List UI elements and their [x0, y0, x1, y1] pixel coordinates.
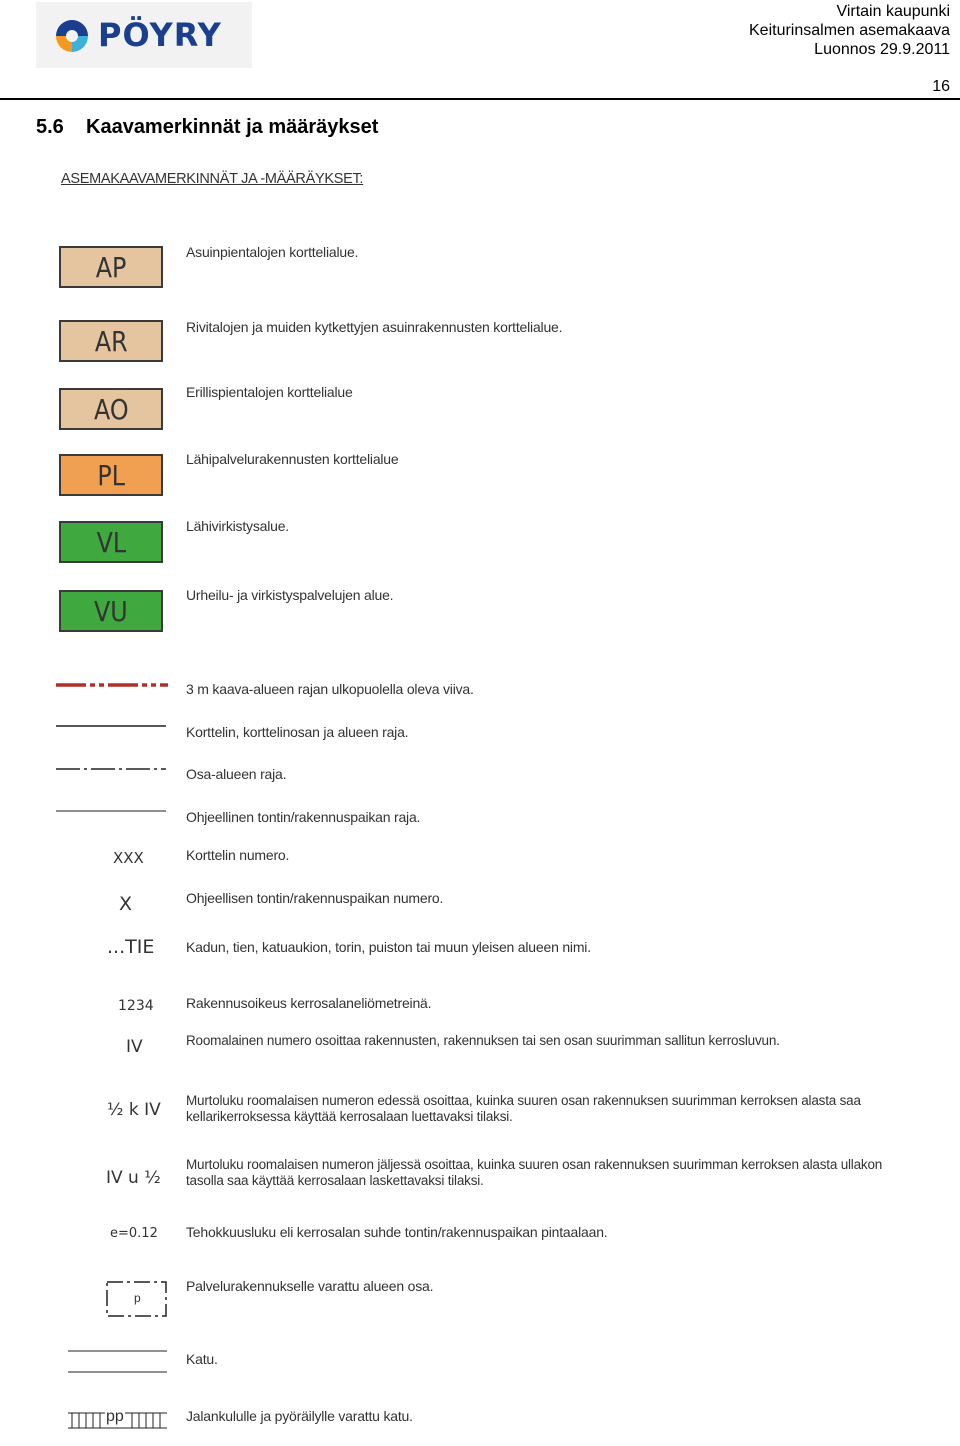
block-number-symbol: XXX: [113, 849, 144, 867]
thin-boundary-line: [56, 807, 168, 815]
service-area-letter: p: [134, 1291, 141, 1305]
zone-description: Asuinpientalojen korttelialue.: [186, 244, 359, 260]
poyry-swirl-icon: [52, 16, 92, 56]
storey-count-symbol: IV: [126, 1037, 143, 1057]
zone-box-ao: [59, 388, 163, 430]
header-draft-date: Luonnos 29.9.2011: [814, 41, 950, 58]
section-number: 5.6: [36, 116, 64, 138]
zone-code: PL: [97, 458, 125, 492]
efficiency-ratio-symbol: e=0.12: [110, 1226, 158, 1241]
line-description: 3 m kaava-alueen rajan ulkopuolella oleva viiva.: [186, 681, 474, 697]
zone-code: VL: [96, 525, 126, 559]
symbol-description: Tehokkuusluku eli kerrosalan suhde tontin/rakennuspaikan pintaalaan.: [186, 1224, 608, 1240]
symbol-description: Korttelin numero.: [186, 847, 290, 863]
zone-description: Erillispientalojen korttelialue: [186, 384, 353, 400]
zone-box-ap: [59, 246, 163, 288]
basement-fraction-symbol: ½ k IV: [107, 1100, 161, 1120]
symbol-description: Katu.: [186, 1351, 218, 1367]
street-name-symbol: ...TIE: [107, 936, 155, 958]
symbol-description: Jalankululle ja pyöräilylle varattu katu.: [186, 1408, 413, 1424]
section-heading: Kaavamerkinnät ja määräykset: [86, 116, 379, 138]
service-area-symbol: [106, 1281, 167, 1317]
solid-boundary-line: [56, 722, 168, 730]
legend-heading: ASEMAKAAVAMERKINNÄT JA -MÄÄRÄYKSET:: [61, 171, 364, 187]
zone-code: AP: [95, 250, 127, 284]
floor-area-symbol: 1234: [118, 998, 154, 1014]
plot-number-symbol: X: [119, 893, 133, 915]
header-municipality: Virtain kaupunki: [836, 3, 950, 20]
line-description: Osa-alueen raja.: [186, 766, 287, 782]
zone-description: Rivitalojen ja muiden kytkettyjen asuinrakennusten korttelialue.: [186, 319, 563, 335]
line-description: Korttelin, korttelinosan ja alueen raja.: [186, 724, 409, 740]
symbol-description: Murtoluku roomalaisen numeron jäljessä osoittaa, kuinka suuren osan rakennuksen suurimman kerroksen alasta ullakon tasolla saa käyttää kerrosalaan laskettavaksi tilaksi.: [186, 1157, 883, 1188]
line-description: Ohjeellinen tontin/rakennuspaikan raja.: [186, 809, 421, 825]
zone-description: Lähivirkistysalue.: [186, 518, 289, 534]
zone-box-vu: [59, 590, 163, 632]
symbol-description: Roomalainen numero osoittaa rakennusten, rakennuksen tai sen osan suurimman sallitun kerrosluvun.: [186, 1033, 780, 1048]
zone-code: AR: [94, 324, 128, 358]
pedestrian-street-letters: pp: [106, 1408, 124, 1425]
attic-fraction-symbol: IV u ½: [106, 1168, 161, 1188]
symbol-description: Murtoluku roomalaisen numeron edessä osoittaa, kuinka suuren osan rakennuksen suurimman kerroksen alasta saa kellarikerroksessa käyttää kerrosalaan luettavaksi tilaksi.: [186, 1093, 861, 1124]
zone-description: Lähipalvelurakennusten korttelialue: [186, 451, 399, 467]
dash-dot-boundary-line: [56, 765, 168, 773]
zone-description: Urheilu- ja virkistyspalvelujen alue.: [186, 587, 394, 603]
zone-box-vl: [59, 521, 163, 563]
symbol-description: Ohjeellisen tontin/rakennuspaikan numero.: [186, 890, 444, 906]
page-number: 16: [932, 78, 950, 95]
logo-text: PÖYRY: [98, 16, 222, 54]
header-plan-name: Keiturinsalmen asemakaava: [749, 22, 950, 39]
street-symbol: [68, 1346, 168, 1376]
symbol-description: Kadun, tien, katuaukion, torin, puiston tai muun yleisen alueen nimi.: [186, 939, 591, 955]
red-dash-dot-line: [56, 680, 168, 690]
zone-code: VU: [94, 594, 128, 628]
zone-box-ar: [59, 320, 163, 362]
zone-code: AO: [93, 392, 129, 426]
section-title: [36, 116, 378, 139]
company-logo: [36, 2, 252, 68]
symbol-description: Rakennusoikeus kerrosalaneliömetreinä.: [186, 995, 432, 1011]
header-rule: [0, 98, 960, 100]
symbol-description: Palvelurakennukselle varattu alueen osa.: [186, 1278, 434, 1294]
zone-box-pl: [59, 454, 163, 496]
pedestrian-street-symbol: [68, 1410, 168, 1430]
document-header-info: [749, 2, 950, 59]
